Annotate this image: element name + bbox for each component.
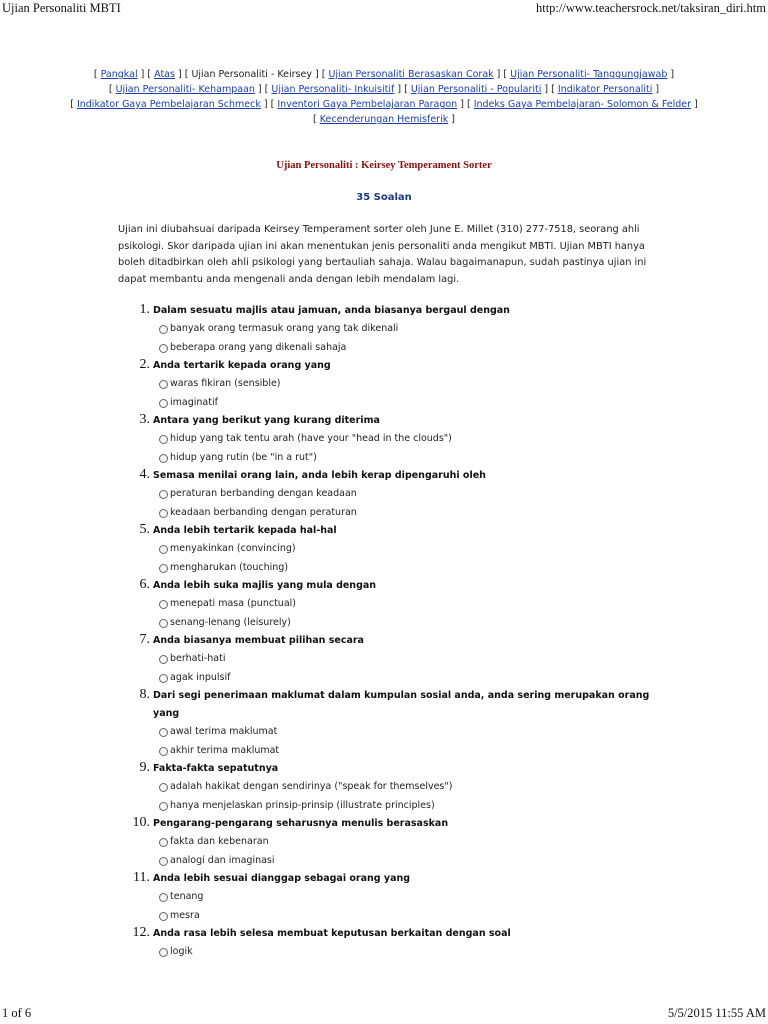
print-url: http://www.teachersrock.net/taksiran_diri.htm [535,1,766,15]
question-text [130,302,650,320]
nav-link-11[interactable]: Indeks Gaya Pembelajaran- Solomon & Felder [473,99,692,110]
option-label: berhati-hati [170,653,226,664]
nav-link-9[interactable]: Indikator Gaya Pembelajaran Schmeck [76,99,261,110]
radio-button[interactable] [159,783,168,792]
radio-button[interactable] [159,564,168,573]
answer-option[interactable] [130,852,650,871]
question-item [130,687,650,760]
radio-button[interactable] [159,399,168,408]
question-label: Dalam sesuatu majlis atau jamuan, anda biasanya bergaul dengan [153,305,510,316]
answer-option[interactable] [130,888,650,907]
answer-option[interactable] [130,449,650,468]
question-item [130,577,650,632]
print-page-title: Ujian Personaliti MBTI [2,1,121,15]
radio-button[interactable] [159,545,168,554]
question-item [130,760,650,815]
option-label: keadaan berbanding dengan peraturan [170,506,357,518]
nav-link-1[interactable]: Atas [154,69,175,80]
option-label: menyakinkan (convincing) [170,543,296,554]
radio-button[interactable] [159,893,168,902]
question-item [130,467,650,522]
answer-option[interactable] [130,797,650,816]
question-number: 1. [139,302,150,317]
question-item [130,412,650,467]
question-label: Pengarang-pengarang seharusnya menulis berasaskan [153,818,449,829]
question-item [130,302,650,357]
radio-button[interactable] [159,912,168,921]
nav-link-10[interactable]: Inventori Gaya Pembelajaran Paragon [277,99,458,110]
question-number: 6. [139,577,150,592]
print-header [0,0,768,18]
question-number: 10. [132,815,150,830]
nav-link-12[interactable]: Kecenderungan Hemisferik [319,114,449,125]
question-number: 11. [133,870,150,885]
radio-button[interactable] [159,838,168,847]
nav-link-0[interactable]: Pangkal [100,69,138,80]
nav-link-3[interactable]: Ujian Personaliti Berasaskan Corak [328,69,494,80]
question-text [130,815,650,833]
question-text [130,632,650,650]
answer-option[interactable] [130,430,650,449]
question-label: Anda rasa lebih selesa membuat keputusan berkaitan dengan soal [153,928,511,939]
answer-option[interactable] [130,394,650,413]
option-label: awal terima maklumat [170,726,278,737]
question-text [130,522,650,540]
print-datetime: 5/5/2015 11:55 AM [667,1006,766,1020]
option-label: senang-lenang (leisurely) [170,616,291,628]
navigation-links: [ Pangkal ] [ Atas ] [ Ujian Personaliti - Keirsey ] [ Ujian Personaliti Berasaskan Corak ] [ Ujian Personaliti- Tanggungjawab ] [ Ujian Personaliti- Kehampaan ] [ Ujian Personaliti- Inkuisitif ] [ Ujian Personaliti - Populariti ] [ Indikator Personaliti ] [ Indikator Gaya Pembelajaran Schmeck ] [ Inventori Gaya Pembelajaran Paragon ] [ Indeks Gaya Pembelajaran- Solomon & Felder ] [ Kecenderungan Hemisferik ] [70,69,698,125]
question-item [130,870,650,925]
answer-option[interactable] [130,833,650,852]
answer-option[interactable] [130,723,650,742]
radio-button[interactable] [159,325,168,334]
question-number: 7. [139,632,150,647]
question-label: Anda lebih suka majlis yang mula dengan [153,580,377,591]
radio-button[interactable] [159,948,168,957]
answer-option[interactable] [130,339,650,358]
question-text [130,357,650,375]
question-item [130,357,650,412]
question-text [130,870,650,888]
question-number: 3. [139,412,150,427]
option-label: imaginatif [170,396,218,408]
answer-option[interactable] [130,778,650,797]
question-text [130,925,650,943]
question-item [130,522,650,577]
option-label: menepati masa (punctual) [170,598,296,609]
radio-button[interactable] [159,619,168,628]
question-text [130,412,650,430]
question-label: Fakta-fakta sepatutnya [153,763,279,774]
radio-button[interactable] [159,600,168,609]
option-label: logik [170,946,193,957]
option-label: mesra [170,909,200,921]
radio-button[interactable] [159,674,168,683]
question-item [130,925,650,962]
option-label: akhir terima maklumat [170,744,280,756]
question-item [130,815,650,870]
option-label: agak inpulsif [170,671,231,683]
print-page-number: 1 of 6 [2,1006,32,1020]
option-label: waras fikiran (sensible) [170,378,281,389]
answer-option[interactable] [130,943,650,962]
intro-paragraph: Ujian ini diubahsuai daripada Keirsey Temperament sorter oleh June E. Millet (310) 277-7518, seorang ahli psikologi. Skor daripada ujian ini akan menentukan jenis personaliti anda mengikut MBTI. Ujian MBTI hanya boleh ditadbirkan oleh ahli psikologi yang bertauliah sahaja. Walau bagaimanapun, sudah pastinya ujian ini dapat membantu anda mengenali anda dengan lebih mendalam lagi. [118,224,647,285]
answer-option[interactable] [130,650,650,669]
radio-button[interactable] [159,802,168,811]
question-label: Anda biasanya membuat pilihan secara [153,635,364,646]
question-label: Semasa menilai orang lain, anda lebih kerap dipengaruhi oleh [153,470,486,481]
question-label: Antara yang berikut yang kurang diterima [153,415,380,426]
answer-option[interactable] [130,485,650,504]
question-number: 8. [139,687,150,702]
question-text [130,577,650,595]
question-label: Dari segi penerimaan maklumat dalam kumpulan sosial anda, anda sering merupakan orang yang [153,690,650,719]
answer-option[interactable] [130,375,650,394]
answer-option[interactable] [130,742,650,761]
answer-option[interactable] [130,559,650,578]
option-label: hidup yang rutin (be "in a rut") [170,451,317,463]
nav-link-6[interactable]: Ujian Personaliti- Inkuisitif [271,84,395,95]
answer-option[interactable] [130,504,650,523]
radio-button[interactable] [159,857,168,866]
question-number: 5. [139,522,150,537]
question-number: 12. [132,925,150,940]
question-number: 2. [139,357,150,372]
question-count: 35 Soalan [356,192,412,203]
option-label: analogi dan imaginasi [170,854,275,866]
question-text [130,467,650,485]
page-title: Ujian Personaliti : Keirsey Temperament Sorter [276,160,492,171]
print-footer [0,1006,768,1024]
question-label: Anda lebih tertarik kepada hal-hal [153,525,337,536]
radio-button[interactable] [159,380,168,389]
question-number: 9. [139,760,150,775]
option-label: adalah hakikat dengan sendirinya ("speak for themselves") [170,781,453,792]
answer-option[interactable] [130,614,650,633]
option-label: hanya menjelaskan prinsip-prinsip (illustrate principles) [170,799,435,811]
radio-button[interactable] [159,655,168,664]
option-label: hidup yang tak tentu arah (have your "head in the clouds") [170,433,452,444]
option-label: fakta dan kebenaran [170,836,269,847]
nav-link-2: Ujian Personaliti - Keirsey [191,69,312,80]
answer-option[interactable] [130,540,650,559]
option-label: beberapa orang yang dikenali sahaja [170,341,347,353]
option-label: peraturan berbanding dengan keadaan [170,488,357,499]
radio-button[interactable] [159,454,168,463]
radio-button[interactable] [159,509,168,518]
question-label: Anda tertarik kepada orang yang [153,360,331,371]
answer-option[interactable] [130,907,650,926]
question-item [130,632,650,687]
nav-link-7[interactable]: Ujian Personaliti - Populariti [410,84,542,95]
nav-link-8[interactable]: Indikator Personaliti [557,84,653,95]
answer-option[interactable] [130,669,650,688]
radio-button[interactable] [159,435,168,444]
question-label: Anda lebih sesuai dianggap sebagai orang yang [153,873,411,884]
radio-button[interactable] [159,728,168,737]
option-label: tenang [170,891,204,902]
option-label: banyak orang termasuk orang yang tak dikenali [170,323,399,334]
radio-button[interactable] [159,490,168,499]
question-text [130,687,650,723]
option-label: mengharukan (touching) [170,561,289,573]
question-text [130,760,650,778]
question-list [0,302,768,962]
question-number: 4. [139,467,150,482]
nav-link-4[interactable]: Ujian Personaliti- Tanggungjawab [510,69,668,80]
answer-option[interactable] [130,595,650,614]
answer-option[interactable] [130,320,650,339]
nav-link-5[interactable]: Ujian Personaliti- Kehampaan [115,84,255,95]
radio-button[interactable] [159,747,168,756]
radio-button[interactable] [159,344,168,353]
